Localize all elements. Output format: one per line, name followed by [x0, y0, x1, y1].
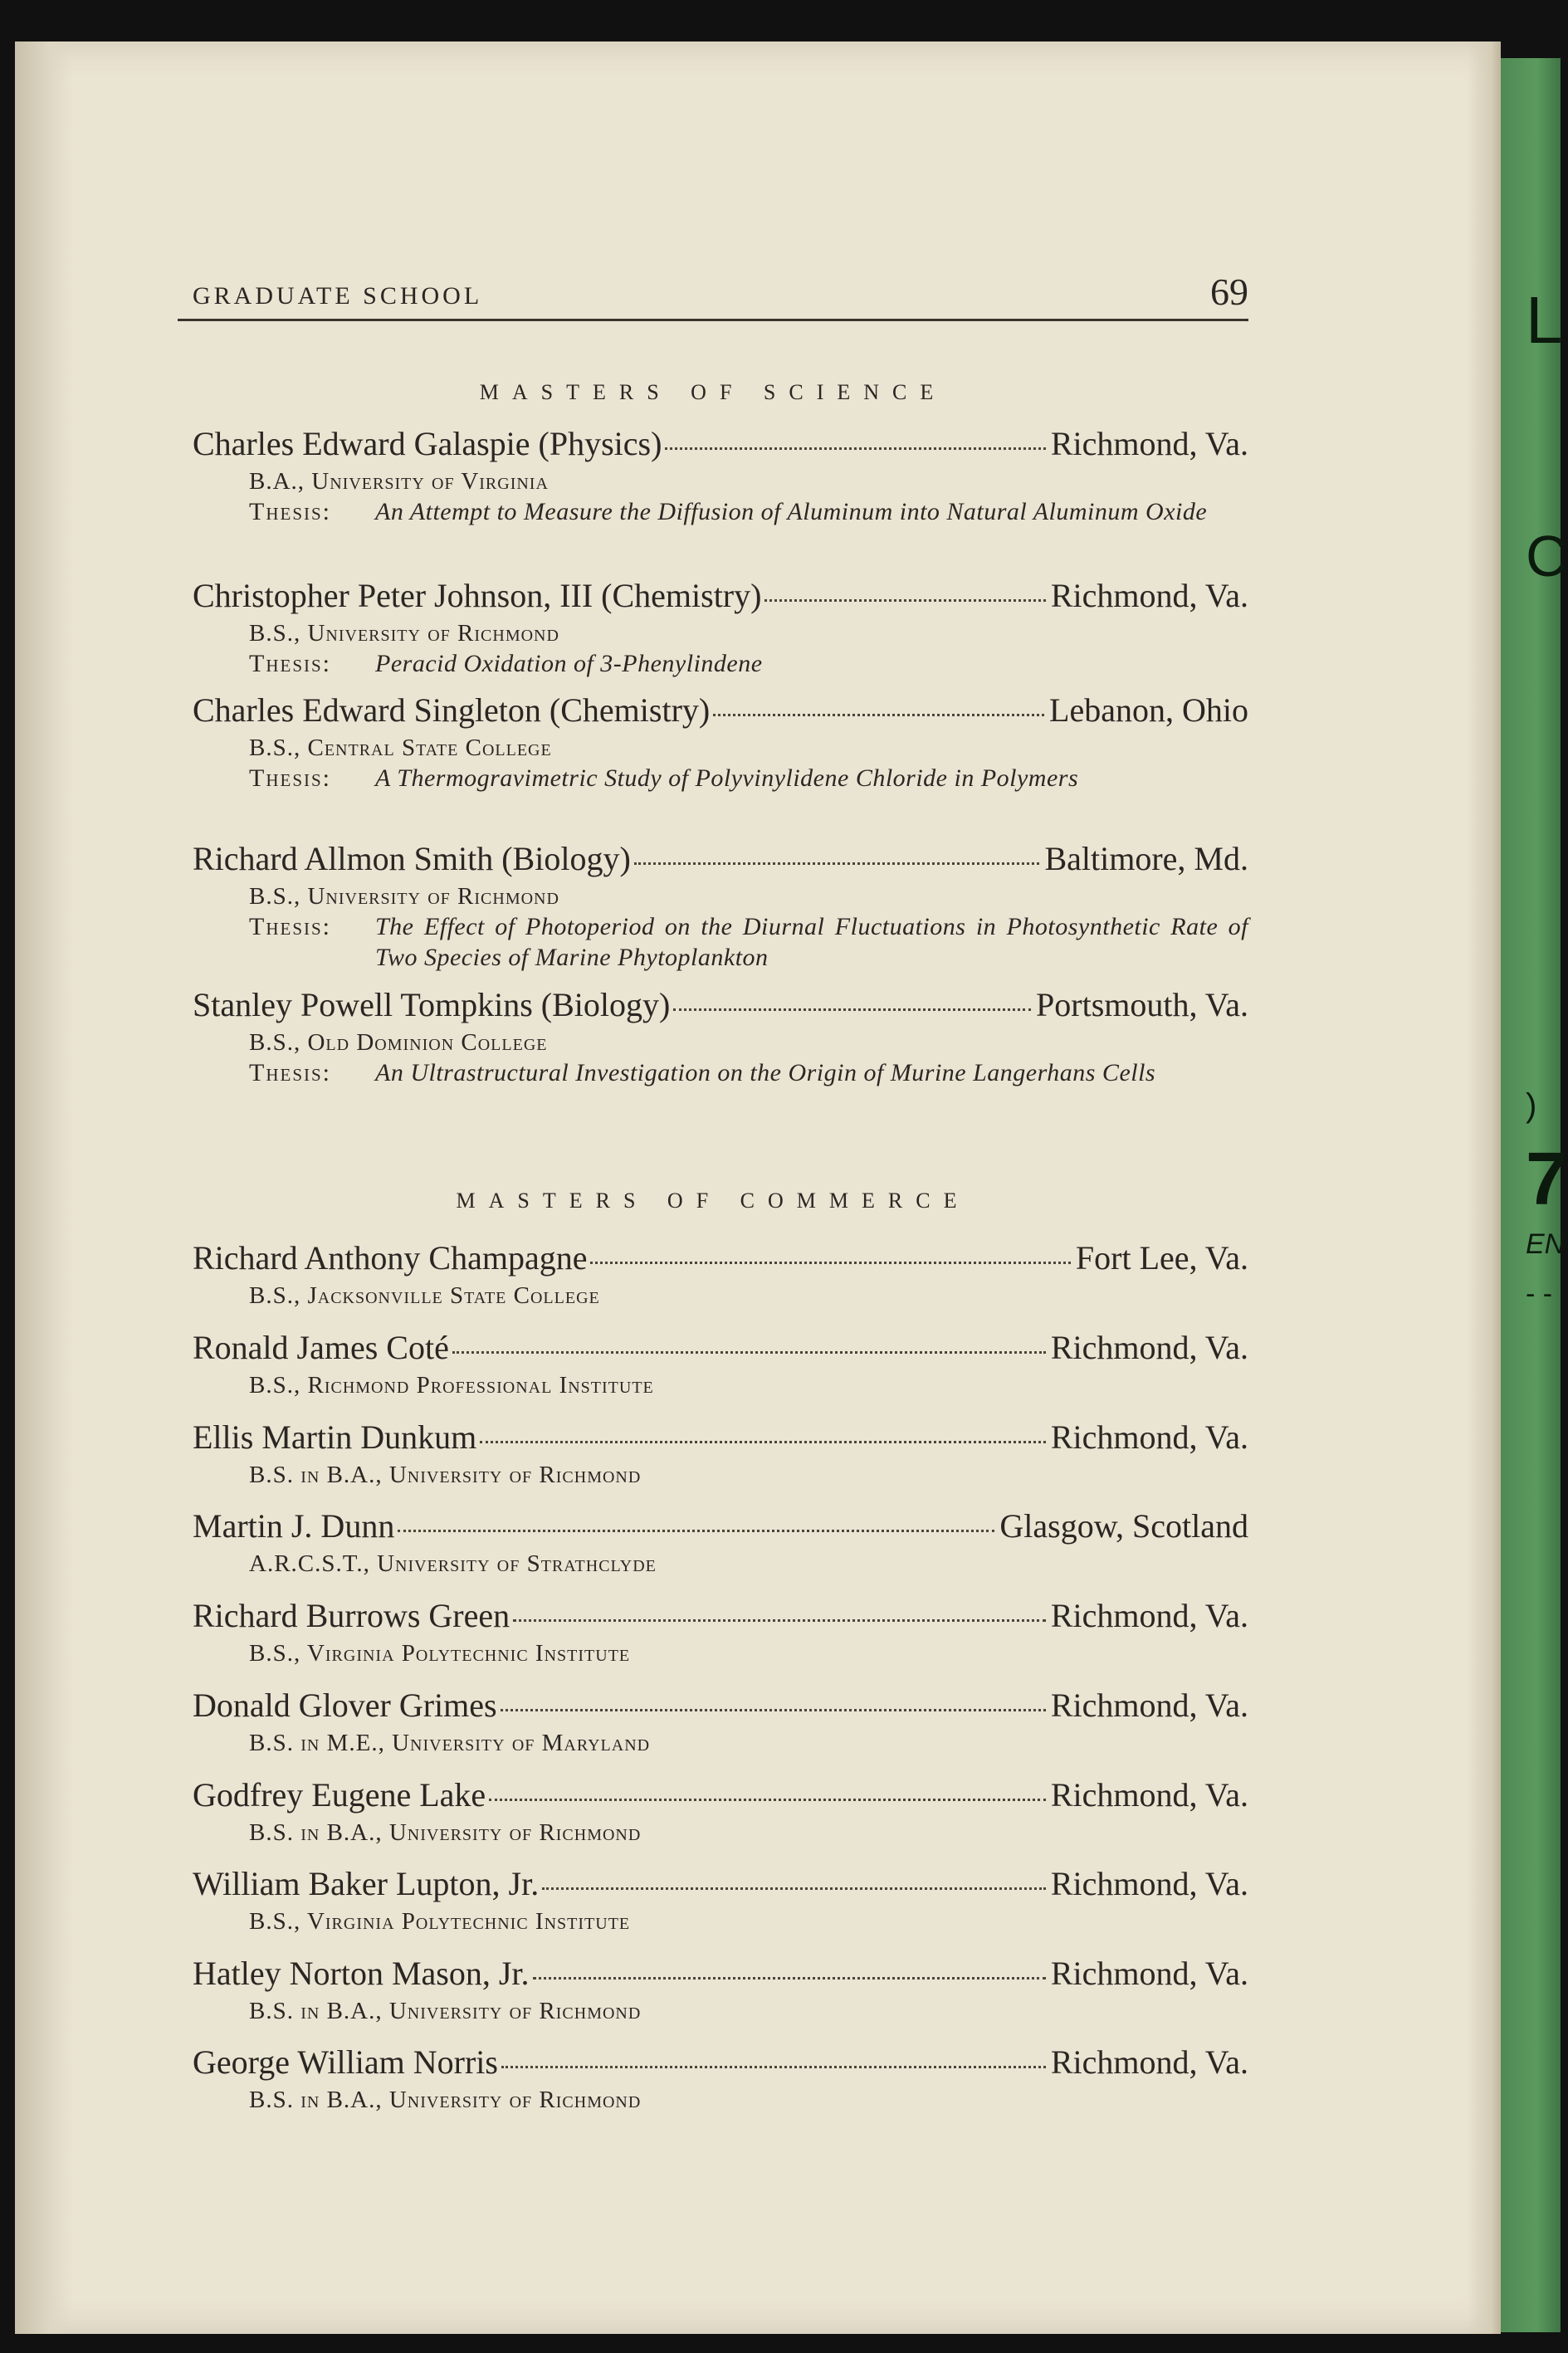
- commerce-entry: [193, 1597, 1248, 1667]
- edge-fragment: EN: [1526, 1228, 1566, 1260]
- prior-degree: B.S., Virginia Polytechnic Institute: [249, 1908, 631, 1935]
- hometown: Richmond, Va.: [1050, 1687, 1248, 1724]
- dot-leader: [501, 2066, 1046, 2068]
- thesis-block: [249, 764, 1248, 794]
- graduate-name: Christopher Peter Johnson, III (Chemistry): [193, 577, 762, 614]
- prior-degree: B.S., Old Dominion College: [249, 1029, 548, 1056]
- entry-line: [193, 1776, 1248, 1814]
- prior-degree: B.S. in B.A., University of Richmond: [249, 1462, 642, 1488]
- graduate-name: Donald Glover Grimes: [193, 1687, 497, 1724]
- hometown: Baltimore, Md.: [1044, 840, 1248, 877]
- commerce-entry: [193, 1865, 1248, 1936]
- entry-line: [193, 1687, 1248, 1725]
- entry-line: [193, 1955, 1248, 1993]
- entry-line: [193, 1239, 1248, 1277]
- prior-degree: B.S., University of Richmond: [249, 620, 559, 647]
- graduate-name: Hatley Norton Mason, Jr.: [193, 1955, 530, 1992]
- dot-leader: [673, 1008, 1031, 1011]
- thesis-label: Thesis:: [249, 764, 332, 792]
- commerce-entry: [193, 1418, 1248, 1489]
- science-entry: [193, 840, 1248, 973]
- dot-leader: [665, 447, 1045, 450]
- graduate-name: Richard Anthony Champagne: [193, 1239, 588, 1277]
- thesis-block: [249, 497, 1248, 528]
- prior-degree: A.R.C.S.T., University of Strathclyde: [249, 1550, 657, 1577]
- running-title: GRADUATE SCHOOL: [193, 282, 483, 310]
- prior-degree: B.S. in B.A., University of Richmond: [249, 1998, 642, 2024]
- graduate-name: Stanley Powell Tompkins (Biology): [193, 986, 671, 1023]
- thesis-title: An Attempt to Measure the Diffusion of Aluminum into Natural Aluminum Oxide: [375, 498, 1208, 525]
- science-entry: [193, 577, 1248, 680]
- dot-leader: [398, 1530, 994, 1532]
- science-entry: [193, 691, 1248, 794]
- commerce-entry: [193, 1955, 1248, 2025]
- prior-degree: B.A., University of Virginia: [249, 468, 549, 495]
- hometown: Lebanon, Ohio: [1049, 691, 1248, 729]
- dot-leader: [452, 1351, 1046, 1354]
- commerce-entry: [193, 1329, 1248, 1399]
- graduate-name: William Baker Lupton, Jr.: [193, 1865, 540, 1902]
- edge-fragment: 7: [1526, 1138, 1568, 1221]
- page-number: 69: [1210, 271, 1248, 313]
- hometown: Richmond, Va.: [1050, 577, 1248, 614]
- thesis-title: The Effect of Photoperiod on the Diurnal Fluctuations in Photosynthetic Rate of Two Species of Marine Phytoplankton: [375, 913, 1248, 971]
- dot-leader: [513, 1619, 1046, 1622]
- entry-line: [193, 1865, 1248, 1903]
- commerce-entry: [193, 2043, 1248, 2114]
- commerce-entry: [193, 1776, 1248, 1847]
- commerce-entry: [193, 1239, 1248, 1310]
- page-gutter: [15, 41, 73, 2334]
- adjacent-book-edge: [1501, 58, 1568, 2332]
- entry-line: [193, 691, 1248, 730]
- commerce-entry: [193, 1687, 1248, 1757]
- edge-fragment: C: [1526, 524, 1568, 588]
- edge-fragment: - -: [1526, 1278, 1553, 1310]
- hometown: Richmond, Va.: [1050, 1955, 1248, 1992]
- entry-line: [193, 986, 1248, 1024]
- hometown: Richmond, Va.: [1050, 2043, 1248, 2081]
- graduate-name: Martin J. Dunn: [193, 1507, 395, 1545]
- thesis-label: Thesis:: [249, 913, 332, 940]
- entry-line: [193, 1507, 1248, 1545]
- hometown: Fort Lee, Va.: [1075, 1239, 1248, 1277]
- running-header: [178, 266, 1248, 321]
- prior-degree: B.S. in M.E., University of Maryland: [249, 1730, 651, 1756]
- dot-leader: [764, 599, 1045, 602]
- thesis-label: Thesis:: [249, 650, 332, 677]
- graduate-name: Charles Edward Singleton (Chemistry): [193, 691, 711, 729]
- thesis-label: Thesis:: [249, 1059, 332, 1086]
- dot-leader: [590, 1262, 1070, 1264]
- prior-degree: B.S. in B.A., University of Richmond: [249, 2087, 642, 2113]
- hometown: Richmond, Va.: [1050, 1865, 1248, 1902]
- graduate-name: Charles Edward Galaspie (Physics): [193, 425, 662, 462]
- thesis-block: [249, 1058, 1248, 1089]
- prior-degree: B.S., Richmond Professional Institute: [249, 1372, 654, 1399]
- science-entry: [193, 425, 1248, 528]
- edge-fragment: ): [1526, 1087, 1537, 1124]
- dot-leader: [501, 1709, 1046, 1711]
- entry-line: [193, 1418, 1248, 1457]
- hometown: Richmond, Va.: [1050, 1597, 1248, 1634]
- entry-line: [193, 2043, 1248, 2082]
- edge-fragment: L: [1526, 283, 1563, 357]
- hometown: Glasgow, Scotland: [999, 1507, 1248, 1545]
- thesis-title: An Ultrastructural Investigation on the Origin of Murine Langerhans Cells: [375, 1059, 1156, 1086]
- hometown: Portsmouth, Va.: [1036, 986, 1248, 1023]
- dot-leader: [542, 1887, 1046, 1890]
- hometown: Richmond, Va.: [1050, 425, 1248, 462]
- thesis-block: [249, 912, 1248, 973]
- graduate-name: Godfrey Eugene Lake: [193, 1776, 486, 1814]
- prior-degree: B.S., Jacksonville State College: [249, 1282, 600, 1309]
- commerce-entry: [193, 1507, 1248, 1578]
- science-entry: [193, 986, 1248, 1089]
- hometown: Richmond, Va.: [1050, 1418, 1248, 1456]
- entry-line: [193, 840, 1248, 878]
- dot-leader: [634, 862, 1040, 865]
- masters-of-science-heading: MASTERS OF SCIENCE: [479, 380, 947, 404]
- prior-degree: B.S. in B.A., University of Richmond: [249, 1819, 642, 1846]
- thesis-title: Peracid Oxidation of 3-Phenylindene: [375, 650, 763, 677]
- prior-degree: B.S., Central State College: [249, 735, 552, 761]
- page-edge: [1468, 41, 1501, 2334]
- entry-line: [193, 1329, 1248, 1367]
- graduate-name: George William Norris: [193, 2043, 498, 2081]
- prior-degree: B.S., University of Richmond: [249, 883, 559, 910]
- thesis-label: Thesis:: [249, 498, 332, 525]
- masters-of-commerce-heading: MASTERS OF COMMERCE: [456, 1189, 970, 1213]
- dot-leader: [713, 714, 1044, 716]
- entry-line: [193, 577, 1248, 615]
- prior-degree: B.S., Virginia Polytechnic Institute: [249, 1640, 631, 1667]
- dot-leader: [480, 1441, 1046, 1443]
- book-page: [15, 41, 1501, 2334]
- entry-line: [193, 425, 1248, 463]
- graduate-name: Ellis Martin Dunkum: [193, 1418, 477, 1456]
- dot-leader: [533, 1977, 1046, 1980]
- graduate-name: Ronald James Coté: [193, 1329, 449, 1366]
- hometown: Richmond, Va.: [1050, 1329, 1248, 1366]
- thesis-title: A Thermogravimetric Study of Polyvinylidene Chloride in Polymers: [375, 764, 1079, 792]
- graduate-name: Richard Allmon Smith (Biology): [193, 840, 631, 877]
- thesis-block: [249, 649, 1248, 680]
- hometown: Richmond, Va.: [1050, 1776, 1248, 1814]
- graduate-name: Richard Burrows Green: [193, 1597, 510, 1634]
- entry-line: [193, 1597, 1248, 1635]
- dot-leader: [489, 1799, 1046, 1801]
